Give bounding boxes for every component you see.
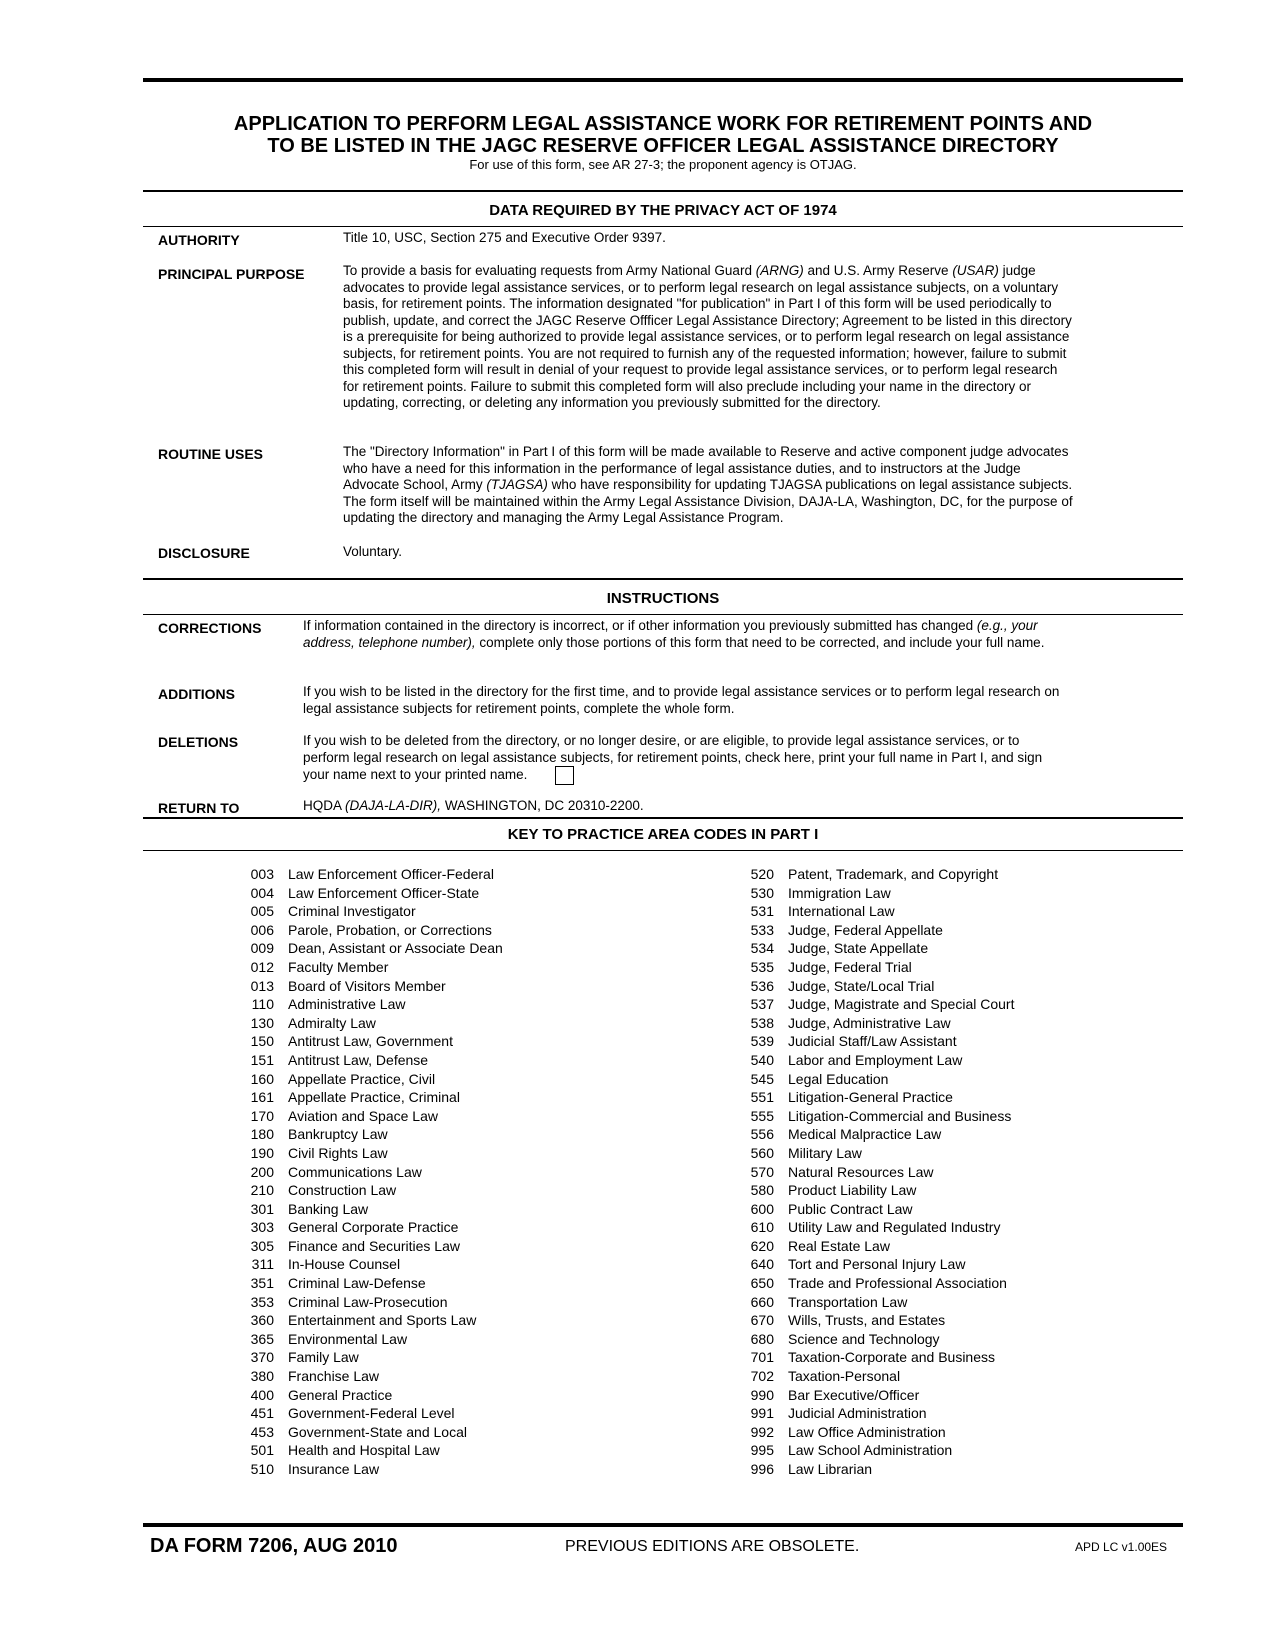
deletions-text-content: If you wish to be deleted from the directory, or no longer desire, or are eligible, to provide legal assistance services, or to perform legal research on legal assistance subjects, for retirement points, check here, print your full name in Part I, and sign your name next to your printed name.	[303, 733, 1043, 782]
deletion-checkbox[interactable]	[555, 766, 574, 785]
practice-code-row	[232, 1014, 503, 1033]
form-subtitle: For use of this form, see AR 27-3; the proponent agency is OTJAG.	[469, 157, 857, 172]
practice-area-label: Admiralty Law	[288, 1014, 376, 1031]
practice-code-row	[232, 1348, 503, 1367]
practice-area-label: Parole, Probation, or Corrections	[288, 921, 492, 938]
practice-code-row	[232, 1274, 503, 1293]
practice-area-label: Antitrust Law, Defense	[288, 1051, 429, 1068]
practice-code-row	[732, 921, 1014, 940]
practice-code-row	[732, 1218, 1014, 1237]
practice-code: 580	[750, 1182, 774, 1199]
practice-code: 210	[250, 1182, 274, 1199]
practice-area-label: Judge, State Appellate	[788, 940, 929, 957]
practice-area-label: Immigration Law	[788, 884, 891, 901]
practice-code: 990	[750, 1386, 774, 1403]
form-number: DA FORM 7206, AUG 2010	[150, 1535, 398, 1557]
practice-area-label: In-House Counsel	[288, 1256, 401, 1273]
practice-area-label: Utility Law and Regulated Industry	[788, 1219, 1001, 1236]
practice-code: 351	[250, 1275, 274, 1292]
corrections-text	[303, 618, 1063, 651]
instructions-top-rule	[143, 578, 1183, 580]
practice-area-label: Appellate Practice, Civil	[288, 1070, 436, 1087]
principal-purpose-label: PRINCIPAL PURPOSE	[158, 266, 305, 282]
form-title-line1: APPLICATION TO PERFORM LEGAL ASSISTANCE WORK FOR RETIREMENT POINTS AND	[233, 113, 1093, 135]
routine-text-part2: who have responsibility for updating TJAGSA publications on legal assistance subjects. The form itself will be maintained within the Army Legal Assistance Division, DAJA-LA, Washington, DC, for the purpose of updating the directory and managing the Army Legal Assistance Program.	[343, 477, 1073, 525]
practice-code-row	[232, 921, 503, 940]
practice-code: 005	[250, 903, 274, 920]
practice-code-row	[732, 1107, 1014, 1126]
practice-area-label: Bar Executive/Officer	[788, 1386, 920, 1403]
practice-code: 991	[750, 1405, 774, 1422]
practice-code-row	[232, 1181, 503, 1200]
practice-area-label: Health and Hospital Law	[288, 1442, 440, 1459]
obsolete-notice: PREVIOUS EDITIONS ARE OBSOLETE.	[565, 1538, 860, 1555]
return-to-label: RETURN TO	[158, 800, 240, 816]
practice-code-row	[732, 958, 1014, 977]
practice-code: 190	[250, 1144, 274, 1161]
routine-text-part1: The "Directory Information" in Part I of this form will be made available to Reserve and active component judge advocates who have a need for this information in the performance of legal assistance duties, and to instructors at the Judge Advocate School, Army	[343, 444, 1069, 492]
practice-code-row	[232, 884, 503, 903]
practice-area-label: Medical Malpractice Law	[788, 1126, 942, 1143]
practice-code: 670	[750, 1312, 774, 1329]
additions-label: ADDITIONS	[158, 686, 235, 702]
practice-area-label: Judge, Magistrate and Special Court	[788, 996, 1015, 1013]
practice-code-row	[232, 1218, 503, 1237]
practice-area-label: Public Contract Law	[788, 1200, 913, 1217]
practice-code: 451	[250, 1405, 274, 1422]
footer-rule	[143, 1523, 1183, 1527]
practice-code: 536	[750, 977, 774, 994]
practice-code-row	[732, 1088, 1014, 1107]
practice-code: 996	[750, 1461, 774, 1477]
practice-code: 995	[750, 1442, 774, 1459]
practice-area-label: Labor and Employment Law	[788, 1051, 963, 1068]
practice-code: 151	[250, 1051, 274, 1068]
practice-area-label: Criminal Law-Prosecution	[288, 1293, 448, 1310]
practice-code: 533	[750, 921, 774, 938]
purpose-arng: (ARNG)	[755, 263, 804, 278]
corrections-text-part2: complete only those portions of this form that need to be corrected, and include your full name.	[479, 634, 1045, 650]
practice-code-row	[232, 995, 503, 1014]
practice-code: 161	[250, 1089, 274, 1106]
practice-code-row	[232, 1404, 503, 1423]
practice-code-row	[232, 1441, 503, 1460]
practice-code: 600	[750, 1200, 774, 1217]
practice-area-label: Bankruptcy Law	[288, 1126, 388, 1143]
practice-code: 560	[750, 1144, 774, 1161]
practice-code: 545	[750, 1070, 774, 1087]
practice-code-row	[732, 1367, 1014, 1386]
practice-code-row	[232, 1311, 503, 1330]
practice-code: 680	[750, 1330, 774, 1347]
practice-code: 180	[250, 1126, 274, 1143]
instructions-heading: INSTRUCTIONS	[606, 590, 720, 607]
practice-area-label: General Corporate Practice	[288, 1219, 459, 1236]
practice-area-label: Judge, Federal Trial	[788, 958, 912, 975]
practice-code: 013	[250, 977, 274, 994]
practice-area-label: Tort and Personal Injury Law	[788, 1256, 966, 1273]
practice-code: 610	[750, 1219, 774, 1236]
practice-code-row	[232, 939, 503, 958]
practice-code: 012	[250, 958, 274, 975]
practice-code-row	[732, 939, 1014, 958]
practice-code-row	[232, 1107, 503, 1126]
disclosure-text: Voluntary.	[343, 544, 403, 559]
practice-code: 530	[750, 884, 774, 901]
practice-code: 353	[250, 1293, 274, 1310]
practice-code: 501	[250, 1442, 274, 1459]
practice-code: 537	[750, 996, 774, 1013]
practice-area-label: Judge, Administrative Law	[788, 1014, 951, 1031]
practice-area-label: Finance and Securities Law	[288, 1237, 460, 1254]
practice-code: 520	[750, 866, 774, 882]
practice-code: 400	[250, 1386, 274, 1403]
practice-area-label: Family Law	[288, 1349, 359, 1366]
practice-code-row	[732, 1441, 1014, 1460]
practice-area-label: Law Librarian	[788, 1461, 873, 1477]
return-text-part1: HQDA	[303, 798, 342, 813]
return-to-text	[303, 798, 1063, 815]
practice-code-row	[732, 1032, 1014, 1051]
practice-code-row	[732, 1386, 1014, 1405]
practice-code: 555	[750, 1107, 774, 1124]
practice-code-row	[232, 1237, 503, 1256]
practice-area-label: Wills, Trusts, and Estates	[788, 1312, 946, 1329]
practice-code-row	[732, 865, 1014, 884]
practice-code-row	[732, 1274, 1014, 1293]
practice-area-label: Environmental Law	[288, 1330, 408, 1347]
practice-area-label: Natural Resources Law	[788, 1163, 934, 1180]
practice-code: 570	[750, 1163, 774, 1180]
practice-area-label: Faculty Member	[288, 958, 389, 975]
practice-code: 360	[250, 1312, 274, 1329]
practice-code-row	[732, 1404, 1014, 1423]
practice-area-label: Judge, State/Local Trial	[788, 977, 935, 994]
practice-area-label: Taxation-Corporate and Business	[788, 1349, 996, 1366]
practice-code-row	[732, 1348, 1014, 1367]
privacy-top-rule	[143, 190, 1183, 192]
authority-text: Title 10, USC, Section 275 and Executive Order 9397.	[343, 230, 666, 245]
practice-code-row	[732, 1311, 1014, 1330]
practice-code-row	[732, 1200, 1014, 1219]
practice-code: 150	[250, 1033, 274, 1050]
practice-code-row	[732, 884, 1014, 903]
practice-code: 370	[250, 1349, 274, 1366]
practice-area-label: Civil Rights Law	[288, 1144, 388, 1161]
practice-code-row	[232, 1367, 503, 1386]
practice-area-label: Law Enforcement Officer-Federal	[288, 866, 494, 882]
practice-area-label: Criminal Law-Defense	[288, 1275, 426, 1292]
top-rule	[143, 78, 1183, 82]
practice-code-row	[732, 1423, 1014, 1442]
practice-code-row	[732, 1460, 1014, 1479]
practice-area-label: Entertainment and Sports Law	[288, 1312, 477, 1329]
practice-code-row	[232, 1423, 503, 1442]
practice-code-row	[732, 977, 1014, 996]
practice-code-row	[232, 902, 503, 921]
practice-code-row	[232, 1088, 503, 1107]
practice-code-row	[232, 1460, 503, 1479]
purpose-text-part2: and U.S. Army Reserve	[807, 263, 949, 278]
practice-code: 170	[250, 1107, 274, 1124]
practice-code-row	[732, 1125, 1014, 1144]
routine-tjagsa: (TJAGSA)	[486, 477, 548, 492]
practice-code: 992	[750, 1423, 774, 1440]
practice-code: 110	[251, 996, 274, 1013]
practice-code: 510	[250, 1461, 274, 1477]
practice-code: 303	[250, 1219, 274, 1236]
practice-area-label: Communications Law	[288, 1163, 422, 1180]
practice-code: 365	[250, 1330, 274, 1347]
principal-purpose-text	[343, 263, 1073, 412]
practice-code-row	[732, 995, 1014, 1014]
practice-area-label: Dean, Assistant or Associate Dean	[288, 940, 503, 957]
practice-code-row	[232, 1051, 503, 1070]
practice-code: 531	[750, 903, 774, 920]
practice-area-label: Taxation-Personal	[788, 1368, 901, 1385]
practice-area-label: Product Liability Law	[788, 1182, 917, 1199]
practice-code: 702	[750, 1368, 774, 1385]
practice-code: 003	[250, 866, 274, 882]
practice-area-label: Criminal Investigator	[288, 903, 416, 920]
practice-area-label: Judicial Staff/Law Assistant	[788, 1033, 957, 1050]
codes-left-column	[232, 865, 503, 1479]
practice-code-row	[732, 1330, 1014, 1349]
practice-code: 534	[750, 940, 774, 957]
practice-area-label: Antitrust Law, Government	[288, 1033, 453, 1050]
practice-area-label: General Practice	[288, 1386, 393, 1403]
purpose-text-part1: To provide a basis for evaluating requests from Army National Guard	[343, 263, 752, 278]
practice-area-label: Law School Administration	[788, 1442, 953, 1459]
practice-code: 130	[250, 1014, 274, 1031]
practice-code-row	[232, 1386, 503, 1405]
practice-code: 009	[250, 940, 274, 957]
practice-code: 004	[250, 884, 274, 901]
corrections-label: CORRECTIONS	[158, 620, 262, 636]
practice-code: 301	[250, 1200, 274, 1217]
practice-code-row	[732, 902, 1014, 921]
practice-area-label: Military Law	[788, 1144, 862, 1161]
practice-area-label: Government-State and Local	[288, 1423, 467, 1440]
practice-code-row	[232, 1200, 503, 1219]
practice-code: 453	[250, 1423, 274, 1440]
practice-area-label: Law Enforcement Officer-State	[288, 884, 480, 901]
practice-code: 006	[250, 921, 274, 938]
practice-code-row	[732, 1051, 1014, 1070]
practice-area-label: Legal Education	[788, 1070, 889, 1087]
key-top-rule	[143, 817, 1183, 819]
practice-area-label: Science and Technology	[788, 1330, 940, 1347]
practice-area-label: Litigation-Commercial and Business	[788, 1107, 1012, 1124]
practice-code-row	[232, 977, 503, 996]
purpose-text-part3: judge advocates to provide legal assistance services, or to perform legal research on legal assistance subjects, on a voluntary basis, for retirement points. The information designated "for publication" in Part I of this form will be used periodically to publish, update, and correct the JAGC Reserve Offficer Legal Assistance Directory; Agreement to be listed in this directory is a prerequisite for being authorized to provide legal assistance services, or to perform legal research on legal assistance subjects, for retirement points. You are not required to furnish any of the requested information; however, failure to submit this completed form will result in denial of your request to provide legal assistance services, or to perform legal research for retirement points. Failure to submit this completed form will also preclude including your name in the directory or updating, correcting, or deleting any information you previously submitted for the directory.	[343, 263, 1072, 410]
deletions-text	[303, 733, 1063, 785]
return-italic: (DAJA-LA-DIR),	[345, 798, 442, 813]
practice-code-row	[732, 1255, 1014, 1274]
practice-code: 538	[750, 1014, 774, 1031]
privacy-heading: DATA REQUIRED BY THE PRIVACY ACT OF 1974	[489, 202, 837, 219]
additions-text: If you wish to be listed in the directory for the first time, and to provide legal assistance services or to perform legal research on legal assistance subjects for retirement points, complete the whole form.	[303, 684, 1060, 716]
practice-area-label: Construction Law	[288, 1182, 397, 1199]
practice-area-label: Trade and Professional Association	[788, 1275, 1007, 1292]
practice-code: 620	[750, 1237, 774, 1254]
practice-code-row	[232, 1293, 503, 1312]
key-heading: KEY TO PRACTICE AREA CODES IN PART I	[507, 826, 819, 843]
practice-code-row	[232, 1163, 503, 1182]
practice-area-label: Judge, Federal Appellate	[788, 921, 943, 938]
practice-code: 539	[750, 1033, 774, 1050]
practice-code: 660	[750, 1293, 774, 1310]
practice-code: 551	[750, 1089, 774, 1106]
practice-code-row	[732, 1293, 1014, 1312]
practice-code-row	[732, 1014, 1014, 1033]
practice-area-label: International Law	[788, 903, 895, 920]
corrections-eg: (e.g., your address, telephone number),	[303, 618, 1038, 650]
purpose-usar: (USAR)	[952, 263, 999, 278]
practice-code: 200	[250, 1163, 274, 1180]
practice-code-row	[232, 958, 503, 977]
corrections-text-part1: If information contained in the directory is incorrect, or if other information you previously submitted has changed	[303, 618, 974, 633]
practice-area-label: Franchise Law	[288, 1368, 380, 1385]
practice-code-row	[732, 1163, 1014, 1182]
routine-uses-label: ROUTINE USES	[158, 446, 264, 462]
practice-area-label: Administrative Law	[288, 996, 406, 1013]
practice-code: 650	[750, 1275, 774, 1292]
practice-code-row	[232, 1330, 503, 1349]
practice-code: 380	[250, 1368, 274, 1385]
practice-code: 535	[750, 958, 774, 975]
practice-code: 556	[750, 1126, 774, 1143]
practice-code: 701	[750, 1349, 774, 1366]
practice-area-label: Litigation-General Practice	[788, 1089, 953, 1106]
practice-area-label: Aviation and Space Law	[288, 1107, 438, 1124]
practice-code: 311	[251, 1256, 274, 1273]
practice-area-label: Transportation Law	[788, 1293, 908, 1310]
practice-code-row	[232, 1032, 503, 1051]
routine-uses-text	[343, 444, 1073, 527]
key-heading-rule	[143, 850, 1183, 851]
authority-label: AUTHORITY	[158, 232, 240, 248]
practice-area-label: Law Office Administration	[788, 1423, 946, 1440]
practice-code: 160	[250, 1070, 274, 1087]
practice-code-row	[732, 1181, 1014, 1200]
practice-code: 305	[250, 1237, 274, 1254]
practice-area-label: Real Estate Law	[788, 1237, 890, 1254]
practice-code: 540	[750, 1051, 774, 1068]
practice-code-row	[732, 1144, 1014, 1163]
practice-area-label: Appellate Practice, Criminal	[288, 1089, 460, 1106]
practice-code-row	[732, 1070, 1014, 1089]
practice-area-label: Government-Federal Level	[288, 1405, 455, 1422]
practice-code-row	[732, 1237, 1014, 1256]
practice-area-label: Insurance Law	[288, 1461, 380, 1477]
codes-right-column	[732, 865, 1014, 1479]
form-title-line2: TO BE LISTED IN THE JAGC RESERVE OFFICER LEGAL ASSISTANCE DIRECTORY	[267, 135, 1059, 157]
deletions-label: DELETIONS	[158, 734, 239, 750]
practice-code-row	[232, 1255, 503, 1274]
version-label: APD LC v1.00ES	[1075, 1540, 1168, 1554]
practice-code-row	[232, 1125, 503, 1144]
instructions-heading-rule	[143, 614, 1183, 615]
disclosure-label: DISCLOSURE	[158, 545, 250, 561]
practice-area-label: Judicial Administration	[788, 1405, 927, 1422]
practice-area-label: Banking Law	[288, 1200, 369, 1217]
practice-area-label: Board of Visitors Member	[288, 977, 446, 994]
practice-code-row	[232, 1144, 503, 1163]
practice-code-row	[232, 1070, 503, 1089]
privacy-heading-rule	[143, 226, 1183, 227]
practice-code: 640	[750, 1256, 774, 1273]
practice-code-row	[232, 865, 503, 884]
return-text-part2: WASHINGTON, DC 20310-2200.	[444, 798, 644, 813]
practice-area-label: Patent, Trademark, and Copyright	[788, 866, 999, 882]
